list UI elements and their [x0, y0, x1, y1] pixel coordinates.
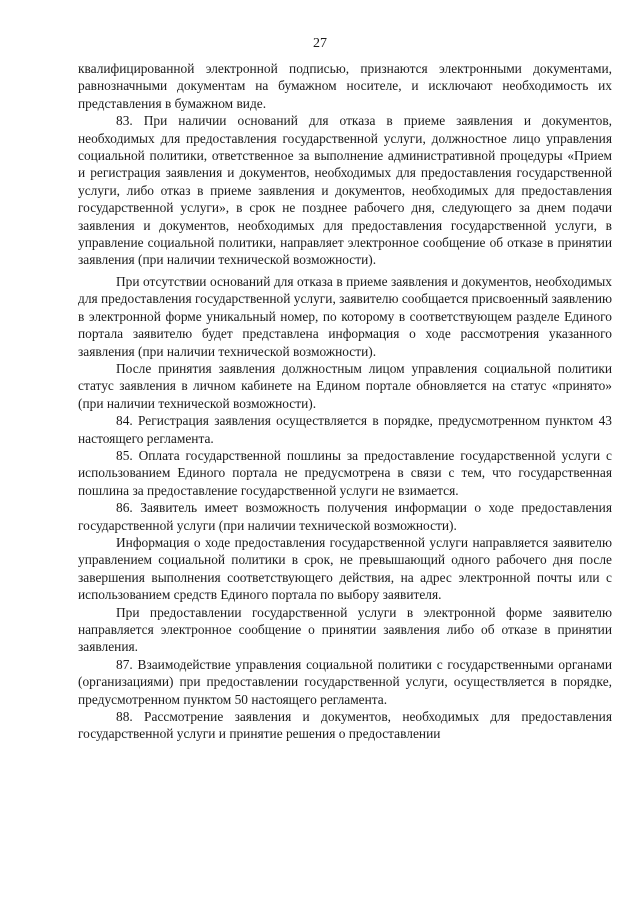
paragraph-83: 83. При наличии оснований для отказа в приеме заявления и документов, необходимых для предоставления государственной услуги, должностное лицо управления социальной политики, ответственное за выполнение административной процедуры «Прием и регистрация заявления и документов, необходимых для предоставления государственной услуги, либо отказ в приеме заявления и документов, необходимых для предоставления государственной услуги», в срок не позднее рабочего дня, следующего за днем подачи заявления и документов, необходимых для предоставления государственной услуги, в управление социальной политики, направляет электронное сообщение об отказе в принятии заявления (при наличии технической возможности).	[78, 113, 612, 268]
paragraph-84: 84. Регистрация заявления осуществляется в порядке, предусмотренном пунктом 43 настоящего регламента.	[78, 413, 612, 446]
paragraph-status-accepted: После принятия заявления должностным лицом управления социальной политики статус заявления в личном кабинете на Едином портале обновляется на статус «принято» (при наличии технической возможности).	[78, 360, 612, 411]
paragraph-progress-info: Информация о ходе предоставления государственной услуги направляется заявителю управлением социальной политики в срок, не превышающий одного рабочего дня после завершения выполнения соответствующего действия, на адрес электронной почты или с использованием средств Единого портала по выбору заявителя.	[78, 534, 612, 603]
paragraph-no-grounds: При отсутствии оснований для отказа в приеме заявления и документов, необходимых для предоставления государственной услуги, заявителю сообщается присвоенный заявлению в электронной форме уникальный номер, по которому в соответствующем разделе Единого портала заявителю будет представлена информация о ходе рассмотрения указанного заявления (при наличии технической возможности).	[78, 273, 613, 359]
paragraph-85: 85. Оплата государственной пошлины за предоставление государственной услуги с использованием Единого портала не предусмотрена в связи с тем, что государственная пошлина за предоставление государственной услуги не взимается.	[78, 447, 612, 498]
paragraph-86: 86. Заявитель имеет возможность получения информации о ходе предоставления государственной услуги (при наличии технической возможности).	[78, 500, 612, 533]
paragraph-continuation: квалифицированной электронной подписью, признаются электронными документами, равнозначными документам на бумажном носителе, и исключают необходимость их представления в бумажном виде.	[78, 61, 612, 111]
paragraph-87: 87. Взаимодействие управления социальной политики с государственными органами (организациями) при предоставлении государственной услуги, осуществляется в порядке, предусмотренном пунктом 50 настоящего регламента.	[78, 656, 612, 707]
paragraph-electronic-message: При предоставлении государственной услуги в электронной форме заявителю направляется электронное сообщение о принятии заявления либо об отказе в принятии заявления.	[78, 604, 612, 655]
document-body	[78, 60, 612, 743]
paragraph-88: 88. Рассмотрение заявления и документов, необходимых для предоставления государственной услуги и принятие решения о предоставлении	[78, 709, 612, 742]
page-number: 27	[313, 36, 327, 51]
